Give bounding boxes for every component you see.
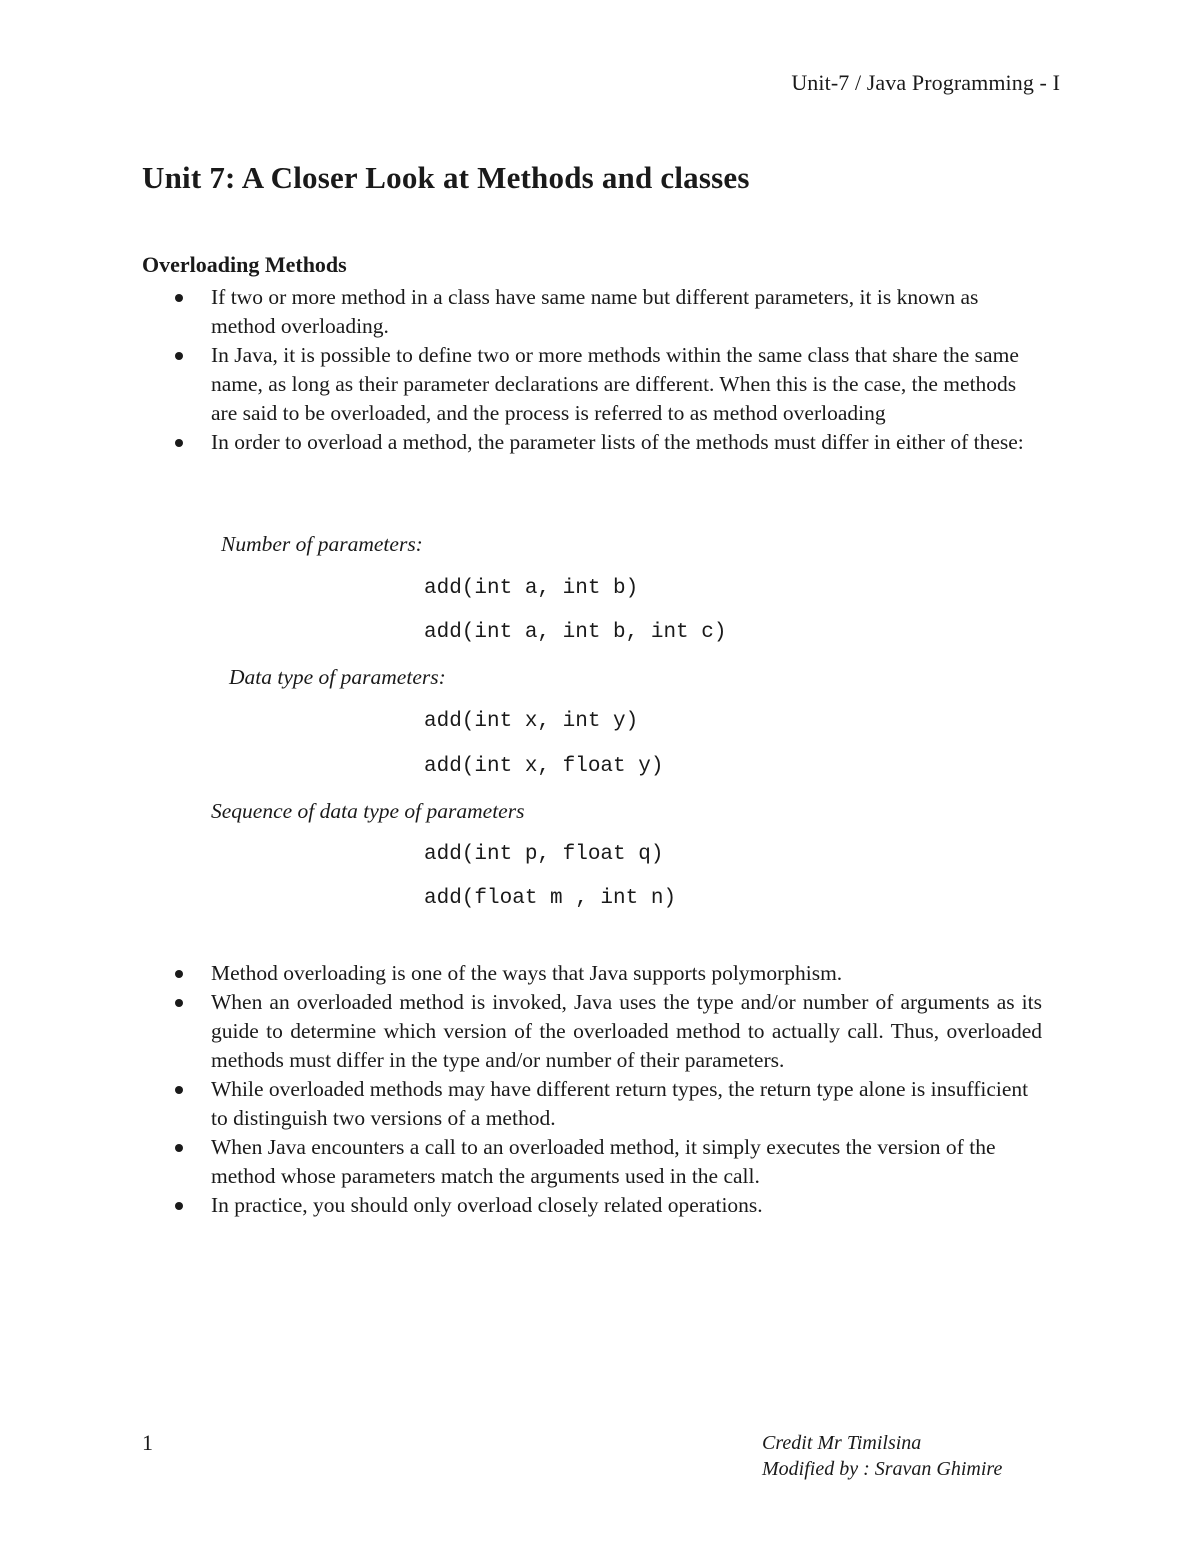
list-item: While overloaded methods may have different return types, the return type alone is insufficient to distinguish two versions of a method. [142, 1075, 1042, 1133]
section-heading: Overloading Methods [142, 252, 347, 277]
list-item: In Java, it is possible to define two or more methods within the same class that share the same name, as long as their parameter declarations are different. When this is the case, the methods are said to be overloaded, and the process is referred to as method overloading [142, 341, 1042, 428]
modified-by-line: Modified by : Sravan Ghimire [762, 1458, 1003, 1480]
code-line: add(int x, int y) [424, 710, 639, 733]
list-item: If two or more method in a class have same name but different parameters, it is known as method overloading. [142, 283, 1042, 341]
code-line: add(int x, float y) [424, 755, 664, 778]
example-label-sequence: Sequence of data type of parameters [211, 799, 525, 823]
running-header: Unit-7 / Java Programming - I [791, 70, 1060, 95]
list-item: When an overloaded method is invoked, Java uses the type and/or number of arguments as its guide to determine which version of the overloaded method to actually call. Thus, overloaded methods must differ in the type and/or number of their parameters. [142, 988, 1042, 1075]
code-line: add(int a, int b, int c) [424, 621, 727, 644]
example-label-datatype: Data type of parameters: [229, 665, 446, 689]
list-item: In practice, you should only overload closely related operations. [142, 1191, 1042, 1220]
code-line: add(int p, float q) [424, 843, 664, 866]
list-item: In order to overload a method, the parameter lists of the methods must differ in either of these: [142, 428, 1042, 457]
code-line: add(float m , int n) [424, 887, 677, 910]
list-item: When Java encounters a call to an overloaded method, it simply executes the version of the method whose parameters match the arguments used in the call. [142, 1133, 1042, 1191]
page-number: 1 [142, 1430, 153, 1455]
list-item: Method overloading is one of the ways that Java supports polymorphism. [142, 959, 1042, 988]
page-title: Unit 7: A Closer Look at Methods and classes [142, 160, 750, 195]
example-label-number: Number of parameters: [221, 532, 423, 556]
bullet-list-details [142, 959, 1042, 1220]
bullet-list-intro [142, 283, 1042, 457]
code-line: add(int a, int b) [424, 577, 639, 600]
credit-line: Credit Mr Timilsina [762, 1432, 922, 1454]
